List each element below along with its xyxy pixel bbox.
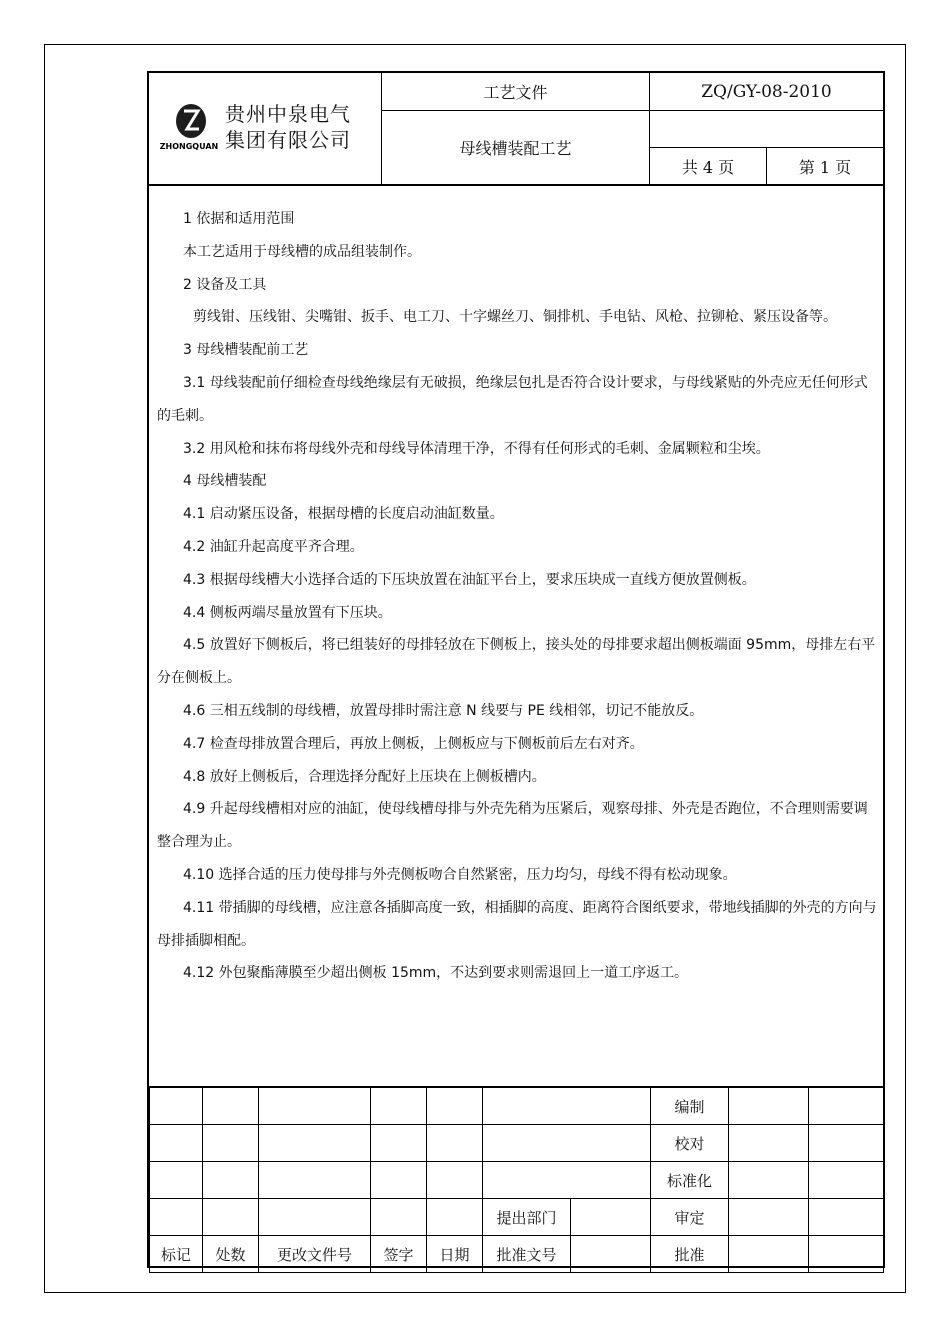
- table-cell: [150, 1087, 203, 1125]
- doc-title: 母线槽装配工艺: [459, 139, 572, 158]
- table-cell: [371, 1125, 427, 1162]
- section-4-7: 4.7 检查母排放置合理后，再放上侧板，上侧板应与下侧板前后左右对齐。: [183, 735, 644, 752]
- table-cell: [150, 1199, 203, 1236]
- company-name: [225, 101, 351, 153]
- section-4-12: 4.12 外包聚酯薄膜至少超出侧板 15mm，不达到要求则需退回上一道工序返工。: [183, 965, 689, 982]
- table-cell: [371, 1199, 427, 1236]
- doc-code: ZQ/GY-08-2010: [701, 81, 832, 102]
- table-cell: [371, 1162, 427, 1199]
- table-cell: [483, 1125, 651, 1162]
- proposing-dept-label: 提出部门: [483, 1199, 571, 1236]
- date-header: 日期: [427, 1236, 483, 1273]
- table-cell: [150, 1162, 203, 1199]
- table-cell: [483, 1162, 651, 1199]
- company-logo-icon: [157, 101, 221, 153]
- section-1-text: 本工艺适用于母线槽的成品组装制作。: [183, 243, 421, 260]
- table-row: [150, 1162, 884, 1199]
- section-4-6: 4.6 三相五线制的母线槽，放置母排时需注意 N 线要与 PE 线相邻，切记不能放反。: [183, 702, 704, 719]
- company-name-line2: 集团有限公司: [225, 128, 351, 152]
- table-cell: [259, 1125, 371, 1162]
- table-cell: [483, 1087, 651, 1125]
- change-doc-header: 更改文件号: [259, 1236, 371, 1273]
- section-4-9: 4.9 升起母线槽相对应的油缸，使母线槽母排与外壳先稍为压紧后，观察母排、外壳是否跑位，不合理则需要调整合理为止。: [157, 801, 868, 851]
- table-row: [150, 1236, 884, 1273]
- section-4-8: 4.8 放好上侧板后，合理选择分配好上压块在上侧板槽内。: [183, 768, 546, 785]
- standardize-label: 标准化: [651, 1162, 729, 1199]
- table-cell: [809, 1236, 884, 1273]
- table-cell: [427, 1125, 483, 1162]
- section-3-1: 3.1 母线装配前仔细检查母线绝缘层有无破损，绝缘层包扎是否符合设计要求，与母线紧贴的外壳应无任何形式的毛刺。: [157, 374, 868, 424]
- section-2-title: 2 设备及工具: [183, 276, 267, 293]
- mark-header: 标记: [150, 1236, 203, 1273]
- approve-value: [729, 1236, 809, 1273]
- table-cell: [259, 1087, 371, 1125]
- table-cell: [203, 1087, 259, 1125]
- compile-value: [729, 1087, 809, 1125]
- table-cell: [371, 1087, 427, 1125]
- count-header: 处数: [203, 1236, 259, 1273]
- approval-doc-value: [571, 1236, 651, 1273]
- section-4-3: 4.3 根据母线槽大小选择合适的下压块放置在油缸平台上，要求压块成一直线方便放置侧板。: [183, 571, 756, 588]
- section-4-2: 4.2 油缸升起高度平齐合理。: [183, 538, 364, 555]
- section-4-11: 4.11 带插脚的母线槽，应注意各插脚高度一致，相插脚的高度、距离符合图纸要求，带地线插脚的外壳的方向与母排插脚相配。: [157, 899, 877, 949]
- sign-header: 签字: [371, 1236, 427, 1273]
- section-4-5: 4.5 放置好下侧板后，将已组装好的母排轻放在下侧板上，接头处的母排要求超出侧板端面 95mm，母排左右平分在侧板上。: [157, 637, 876, 687]
- company-name-line1: 贵州中泉电气: [225, 102, 351, 126]
- table-cell: [427, 1087, 483, 1125]
- section-3-2: 3.2 用风枪和抹布将母线外壳和母线导体清理干净，不得有任何形式的毛刺、金属颗粒和尘埃。: [183, 440, 770, 457]
- revision-approval-table: [149, 1086, 884, 1273]
- table-cell: [427, 1162, 483, 1199]
- table-row: [150, 1087, 884, 1125]
- table-cell: [427, 1199, 483, 1236]
- svg-text:ZHONGQUAN: ZHONGQUAN: [159, 142, 219, 151]
- compile-label: 编制: [651, 1087, 729, 1125]
- company-block: [149, 73, 381, 185]
- table-cell: [809, 1199, 884, 1236]
- proposing-dept-value: [571, 1199, 651, 1236]
- section-4-10: 4.10 选择合适的压力使母排与外壳侧板吻合自然紧密，压力均匀，母线不得有松动现象。: [183, 866, 737, 883]
- table-row: [150, 1199, 884, 1236]
- table-cell: [203, 1199, 259, 1236]
- section-2-text: 剪线钳、压线钳、尖嘴钳、扳手、电工刀、十字螺丝刀、铜排机、手电钻、风枪、拉铆枪、紧压设备等。: [193, 309, 837, 326]
- table-cell: [203, 1125, 259, 1162]
- section-1-title: 1 依据和适用范围: [183, 211, 295, 227]
- proofread-value: [729, 1125, 809, 1162]
- table-cell: [809, 1087, 884, 1125]
- table-cell: [259, 1162, 371, 1199]
- approval-doc-header: 批准文号: [483, 1236, 571, 1273]
- document-frame: [147, 71, 885, 1268]
- table-cell: [203, 1162, 259, 1199]
- review-label: 审定: [651, 1199, 729, 1236]
- doc-type: 工艺文件: [483, 83, 548, 102]
- section-3-title: 3 母线槽装配前工艺: [183, 342, 309, 359]
- table-cell: [809, 1125, 884, 1162]
- total-pages: 共 4 页: [681, 157, 735, 177]
- section-4-4: 4.4 侧板两端尽量放置有下压块。: [183, 604, 392, 621]
- section-4-title: 4 母线槽装配: [183, 473, 267, 490]
- standardize-value: [729, 1162, 809, 1199]
- section-4-1: 4.1 启动紧压设备，根据母槽的长度启动油缸数量。: [183, 506, 504, 523]
- review-value: [729, 1199, 809, 1236]
- approve-label: 批准: [651, 1236, 729, 1273]
- table-cell: [259, 1199, 371, 1236]
- table-row: [150, 1125, 884, 1162]
- table-cell: [150, 1125, 203, 1162]
- table-cell: [809, 1162, 884, 1199]
- proofread-label: 校对: [651, 1125, 729, 1162]
- current-page: 第 1 页: [798, 157, 852, 177]
- body-content: [157, 203, 879, 990]
